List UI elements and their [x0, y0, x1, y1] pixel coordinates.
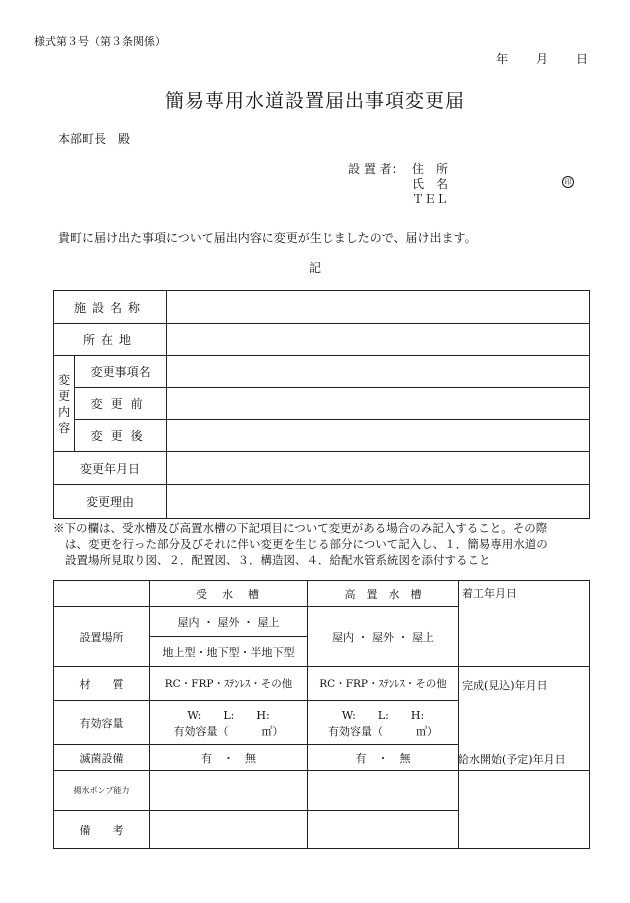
corner-cell — [54, 581, 150, 607]
install-location-label: 設置場所 — [54, 607, 150, 667]
change-reason-label: 変更理由 — [54, 485, 167, 519]
facility-name-field[interactable] — [167, 291, 590, 324]
sterilizer-label: 滅菌設備 — [54, 745, 150, 771]
elevated-location-options[interactable]: 屋内 ・ 屋外 ・ 屋上 — [308, 607, 459, 667]
document-title: 簡易専用水道設置届出事項変更届 — [164, 90, 465, 112]
seal-icon: 印 — [562, 176, 574, 188]
note-line-3: 設置場所見取り図、２．配置図、３．構造図、４．給配水管系統図を添付すること — [65, 553, 491, 567]
material-label: 材 質 — [54, 667, 150, 701]
elevated-sterilizer-options[interactable]: 有 ・ 無 — [308, 745, 459, 771]
completion-date-label: 完成(見込)年月日 — [462, 679, 548, 692]
addressee: 本部町長 殿 — [58, 132, 131, 146]
location-label: 所在地 — [54, 324, 167, 356]
date-year: 年 — [496, 52, 509, 66]
facility-table — [53, 290, 590, 519]
date-line — [496, 50, 588, 67]
before-label: 変更前 — [75, 388, 167, 420]
change-date-field[interactable] — [167, 452, 590, 485]
remarks-label: 備 考 — [54, 811, 150, 849]
location-field[interactable] — [167, 324, 590, 356]
note-line-2: は、変更を行った部分及びそれに伴い変更を生じる部分について記入し、１．簡易専用水道の — [65, 537, 548, 551]
name-label: 氏 名 — [412, 177, 449, 191]
tank-table — [53, 580, 590, 849]
before-field[interactable] — [167, 388, 590, 420]
water-supply-date-label: 給水開始(予定)年月日 — [458, 753, 566, 766]
receiving-capacity-field[interactable] — [150, 701, 308, 745]
elevated-tank-header: 高 置 水 槽 — [308, 581, 459, 607]
address-label: 住 所 — [412, 162, 449, 176]
receiving-location-options[interactable]: 屋内 ・ 屋外 ・ 屋上 — [150, 607, 308, 637]
ki-label: 記 — [308, 261, 321, 275]
capacity-label: 有効容量 — [54, 701, 150, 745]
start-date-cell[interactable] — [459, 581, 590, 667]
tel-label: ＴＥＬ — [412, 192, 449, 206]
start-date-label: 着工年月日 — [462, 587, 517, 600]
change-date-label: 変更年月日 — [54, 452, 167, 485]
receiving-remarks-field[interactable] — [150, 811, 308, 849]
applicant-block — [348, 162, 448, 207]
statement: 貴町に届け出た事項について届出内容に変更が生じましたので、届け出ます。 — [58, 231, 477, 245]
elevated-remarks-field[interactable] — [308, 811, 459, 849]
applicant-heading: 設 置 者： — [348, 162, 404, 176]
water-supply-date-cell[interactable] — [459, 771, 590, 849]
receiving-sterilizer-options[interactable]: 有 ・ 無 — [150, 745, 308, 771]
receiving-capacity-line: 有効容量（ ㎥） — [173, 724, 284, 738]
receiving-dims: W: L: H: — [187, 708, 270, 722]
receiving-type-options[interactable]: 地上型・地下型・半地下型 — [150, 637, 308, 667]
note — [53, 520, 593, 568]
pump-label: 揚水ポンプ能力 — [54, 771, 150, 811]
form-number: 様式第３号（第３条関係） — [34, 35, 166, 48]
elevated-material-options[interactable]: RC・FRP・ｽﾃﾝﾚｽ・その他 — [308, 667, 459, 701]
elevated-capacity-line: 有効容量（ ㎥） — [328, 724, 438, 738]
date-month: 月 — [536, 52, 549, 66]
note-line-1: ※下の欄は、受水槽及び高置水槽の下記項目について変更がある場合のみ記入すること。その際 — [53, 521, 548, 535]
change-reason-field[interactable] — [167, 485, 590, 519]
facility-name-label: 施設名称 — [54, 291, 167, 324]
change-item-label: 変更事項名 — [75, 356, 167, 388]
change-content-label: 変 更 内 容 — [54, 356, 75, 452]
receiving-pump-field[interactable] — [150, 771, 308, 811]
change-item-field[interactable] — [167, 356, 590, 388]
after-field[interactable] — [167, 420, 590, 452]
elevated-capacity-field[interactable] — [308, 701, 459, 745]
elevated-dims: W: L: H: — [341, 708, 425, 722]
date-day: 日 — [576, 52, 589, 66]
receiving-material-options[interactable]: RC・FRP・ｽﾃﾝﾚｽ・その他 — [150, 667, 308, 701]
elevated-pump-field[interactable] — [308, 771, 459, 811]
after-label: 変更後 — [75, 420, 167, 452]
receiving-tank-header: 受 水 槽 — [150, 581, 308, 607]
